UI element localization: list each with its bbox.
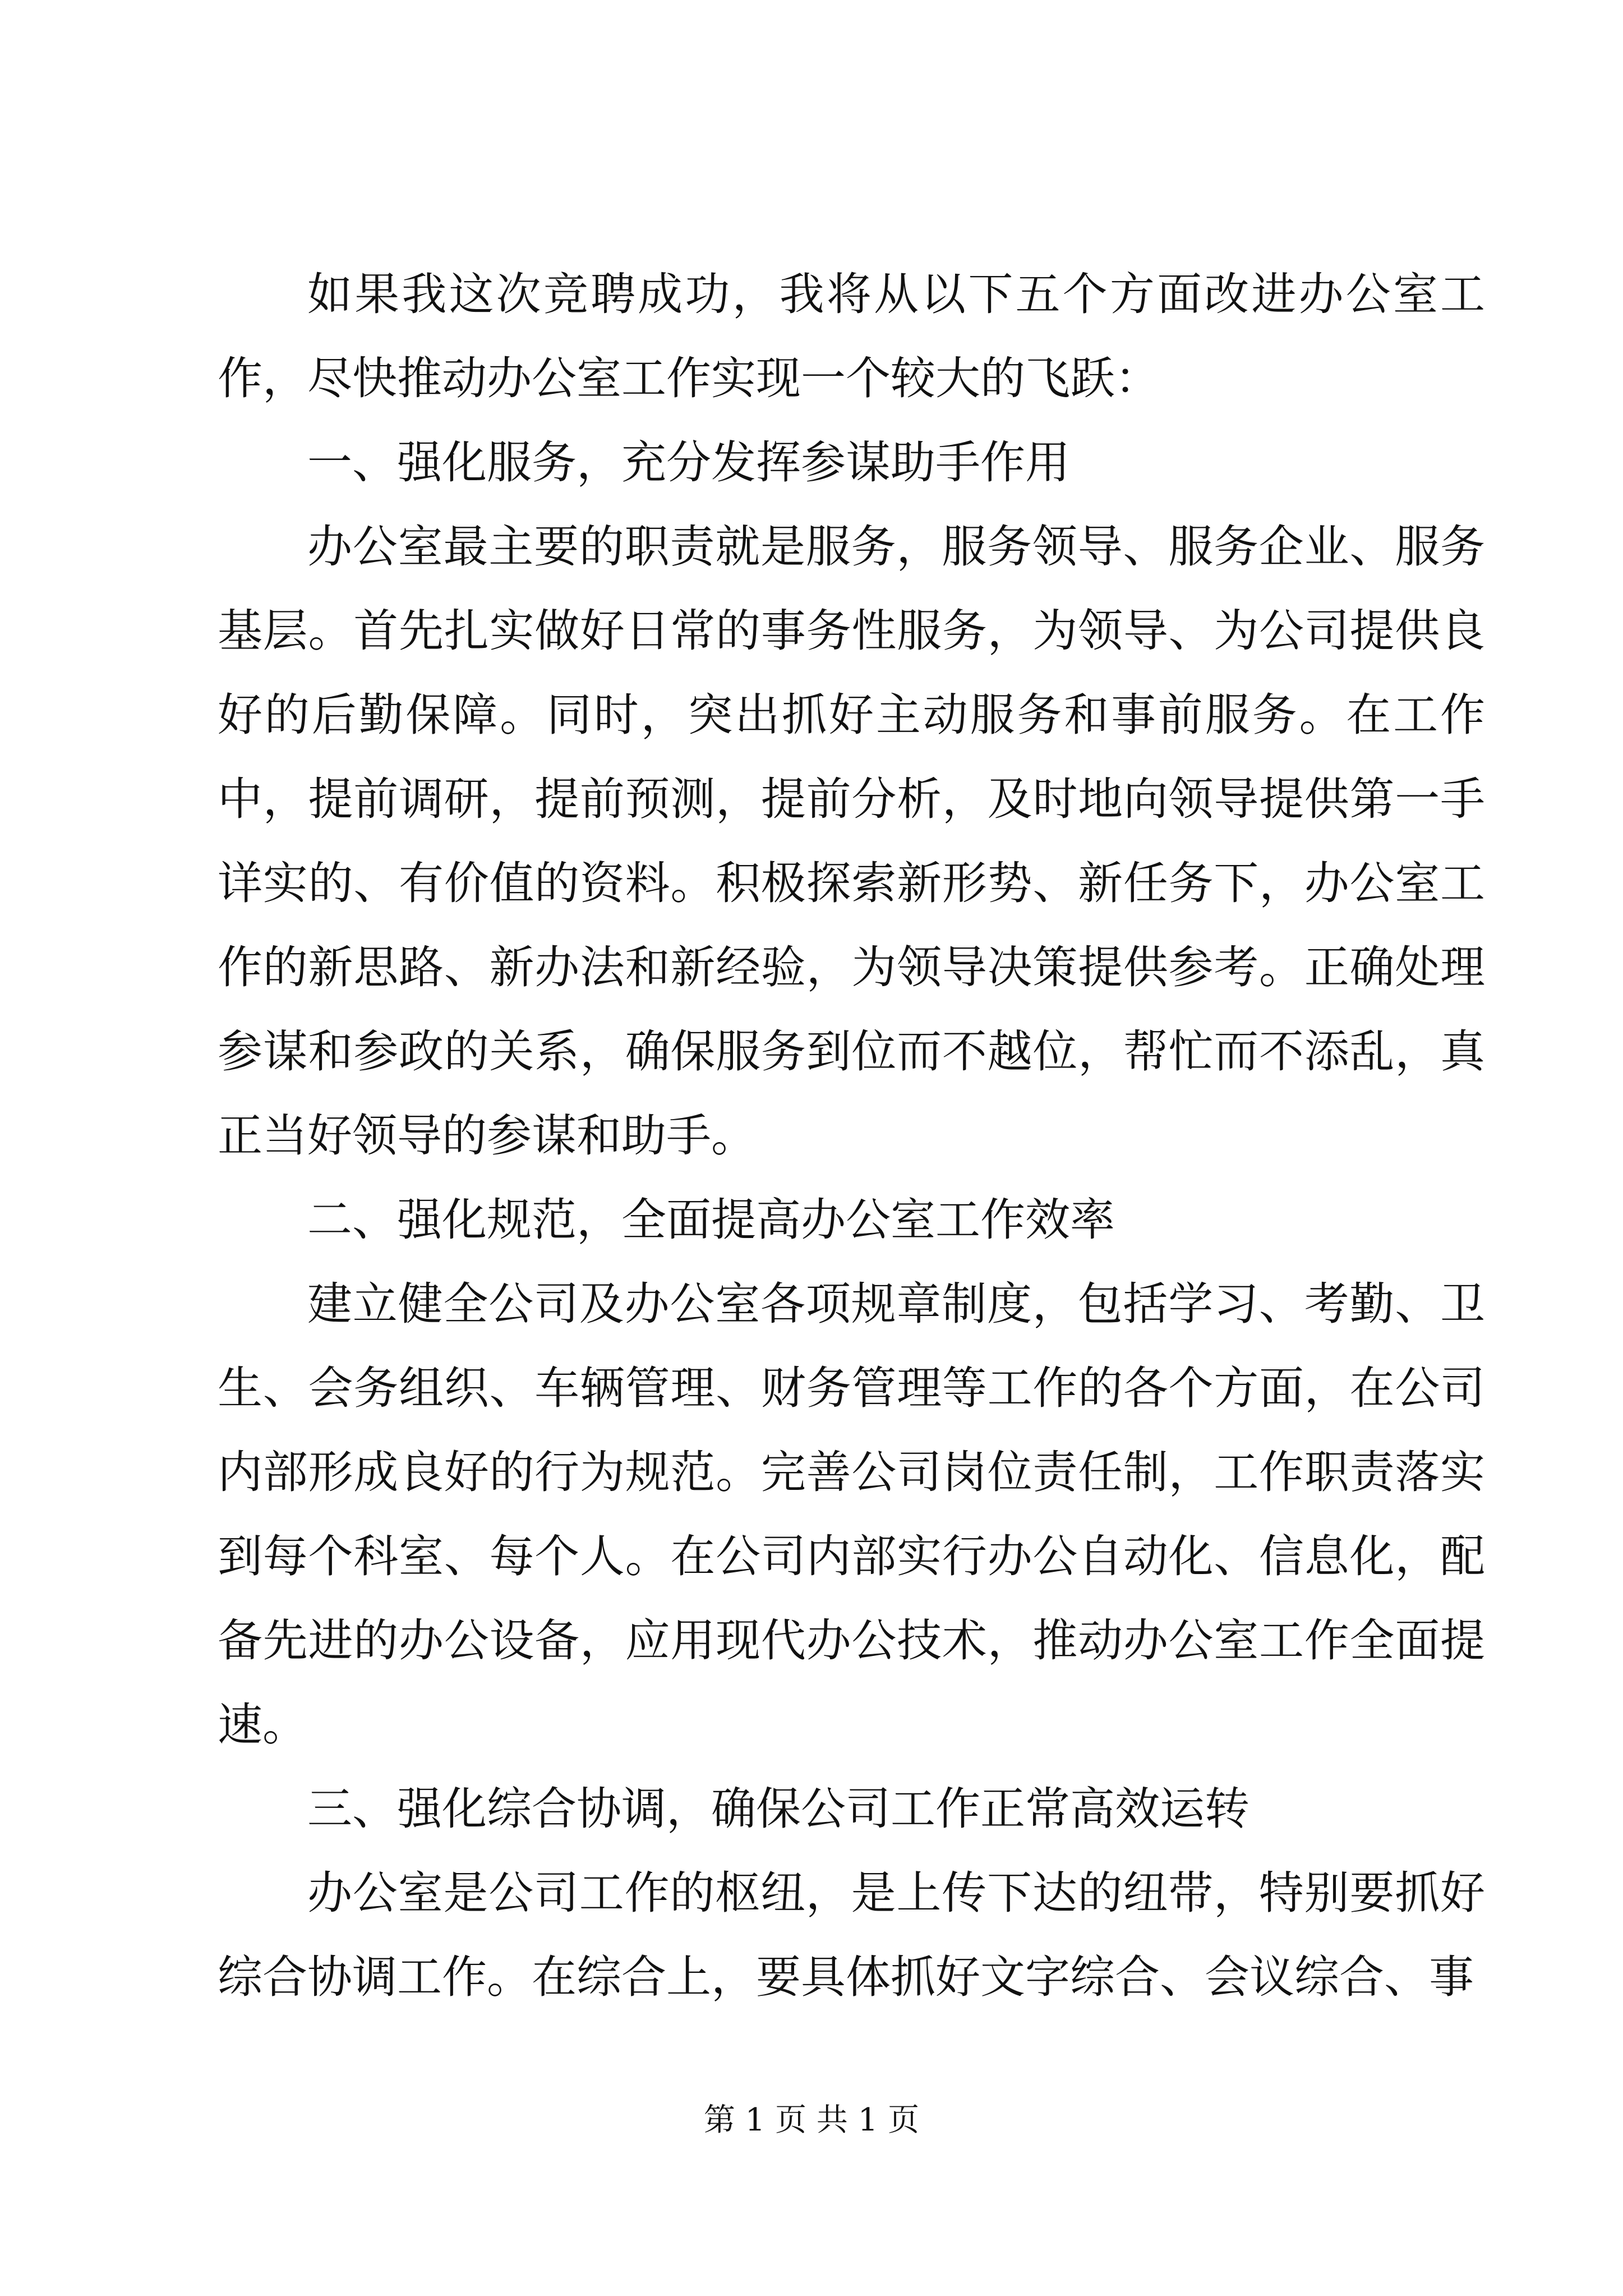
- body-paragraph-3: 办公室是公司工作的枢纽，是上传下达的纽带，特别要抓好综合协调工作。在综合上，要具体抓好文字综合、会议综合、事: [218, 1867, 1485, 2003]
- body-paragraph-1: 办公室最主要的职责就是服务，服务领导、服务企业、服务基层。首先扎实做好日常的事务性服务，为领导、为公司提供良好的后勤保障。同时，突出抓好主动服务和事前服务。在工作中，提前调研，提前预测，提前分析，及时地向领导提供第一手详实的、有价值的资料。积极探索新形势、新任务下，办公室工作的新思路、新办法和新经验，为领导决策提供参考。正确处理参谋和参政的关系，确保服务到位而不越位，帮忙而不添乱，真正当好领导的参谋和助手。: [218, 521, 1485, 1162]
- section-heading-1: 一、强化服务，充分发挥参谋助手作用: [307, 436, 1070, 489]
- section-heading-2: 二、强化规范，全面提高办公室工作效率: [307, 1194, 1115, 1246]
- page-footer: 第 1 页 共 1 页: [703, 2102, 920, 2138]
- section-heading-3: 三、强化综合协调，确保公司工作正常高效运转: [307, 1783, 1249, 1835]
- document-body: [218, 252, 1485, 2019]
- body-paragraph-2: 建立健全公司及办公室各项规章制度，包括学习、考勤、卫生、会务组织、车辆管理、财务管理等工作的各个方面，在公司内部形成良好的行为规范。完善公司岗位责任制，工作职责落实到每个科室、每个人。在公司内部实行办公自动化、信息化，配备先进的办公设备，应用现代办公技术，推动办公室工作全面提速。: [218, 1278, 1485, 1751]
- intro-paragraph: 如果我这次竞聘成功，我将从以下五个方面改进办公室工作，尽快推动办公室工作实现一个较大的飞跃：: [218, 268, 1485, 404]
